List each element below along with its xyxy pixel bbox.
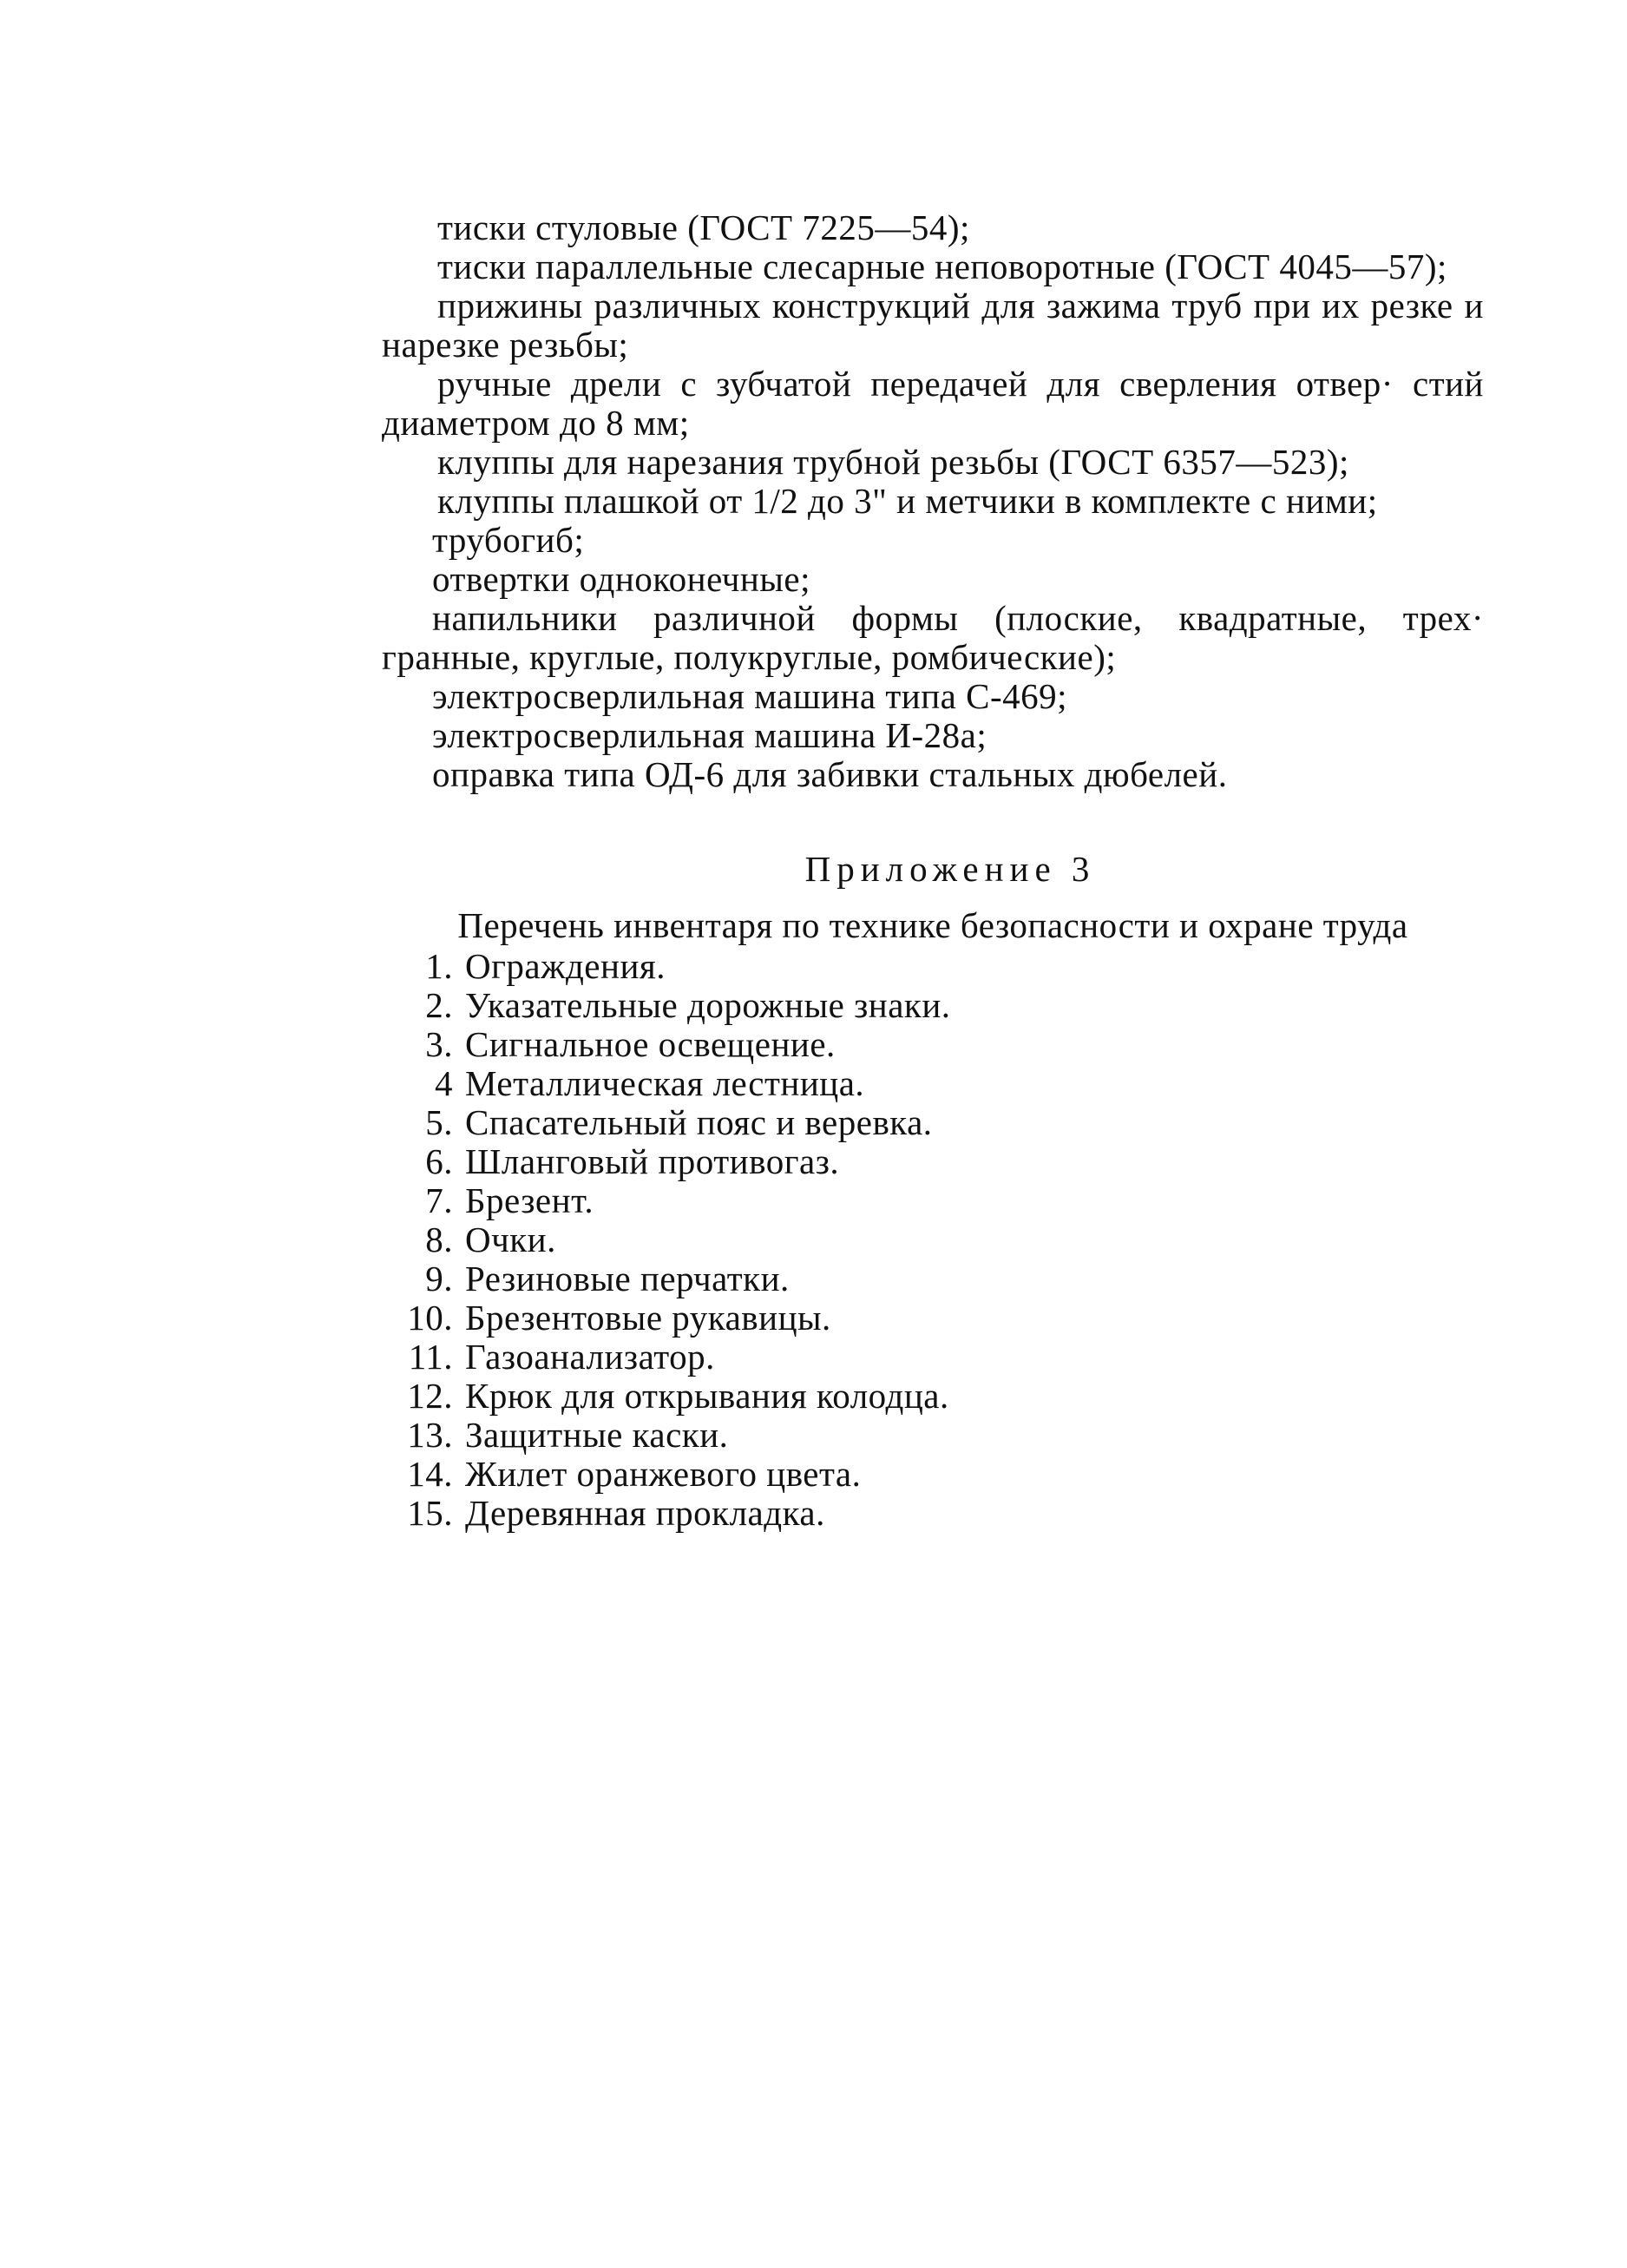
list-item [382, 1455, 1484, 1494]
list-item [382, 986, 1484, 1025]
item-text: Деревянная прокладка. [465, 1493, 825, 1533]
tools-list-item: тиски стуловые (ГОСТ 7225—54); [437, 207, 970, 247]
list-item [382, 1142, 1484, 1181]
item-text: Газоанализатор. [465, 1337, 715, 1377]
tools-list-item: отвертки одноконечные; [432, 559, 810, 599]
item-number: 4 [435, 1063, 453, 1103]
item-number: 7. [425, 1180, 453, 1220]
item-text: Брезент. [465, 1180, 594, 1220]
safety-inventory-list [382, 947, 1484, 1533]
document-page [382, 208, 1484, 1533]
item-text: Защитные каски. [465, 1415, 729, 1455]
item-text: Резиновые перчатки. [465, 1259, 790, 1298]
tools-list-item: тиски параллельные слесарные неповоротные (ГОСТ 4045—57); [437, 247, 1447, 286]
item-text: Очки. [465, 1219, 556, 1259]
tools-list-item: клуппы для нарезания трубной резьбы (ГОСТ 6357—523); [437, 442, 1349, 482]
item-text: Металлическая лестница. [465, 1063, 865, 1103]
item-text: Крюк для открывания колодца. [465, 1376, 949, 1416]
tools-list-item: трубогиб; [432, 520, 585, 560]
item-text: Шланговый противогаз. [465, 1141, 840, 1181]
item-number: 9. [425, 1259, 453, 1298]
list-item [382, 1103, 1484, 1142]
item-number: 15. [407, 1493, 453, 1533]
item-number: 8. [425, 1219, 453, 1259]
list-item [382, 1064, 1484, 1103]
tools-list-item: напильники различной формы (плоские, квадратные, трех· гранные, круглые, полукруглые, ромбические); [382, 598, 1484, 677]
list-item [382, 947, 1484, 986]
appendix-title: Приложение 3 [804, 849, 1096, 889]
item-number: 13. [407, 1415, 453, 1455]
tools-list-item: электросверлильная машина И-28а; [432, 715, 987, 755]
list-item [382, 1338, 1484, 1377]
tools-list-item: оправка типа ОД-6 для забивки стальных дюбелей. [432, 754, 1228, 794]
tools-list-item: электросверлильная машина типа С-469; [432, 676, 1068, 716]
list-item [382, 1025, 1484, 1064]
item-number: 12. [407, 1376, 453, 1416]
item-text: Сигнальное освещение. [465, 1024, 836, 1064]
tools-list [382, 208, 1484, 794]
appendix-subtitle: Перечень инвентаря по технике безопасности и охране труда [457, 905, 1408, 945]
item-number: 10. [407, 1298, 453, 1338]
item-number: 2. [425, 985, 453, 1025]
item-number: 14. [407, 1454, 453, 1494]
tools-list-item: прижины различных конструкций для зажима труб при их резке и нарезке резьбы; [382, 286, 1484, 365]
tools-list-item: ручные дрели с зубчатой передачей для сверления отвер· стий диаметром до 8 мм; [382, 364, 1484, 443]
item-number: 11. [408, 1337, 453, 1377]
item-text: Указательные дорожные знаки. [465, 985, 951, 1025]
item-text: Ограждения. [465, 946, 666, 986]
list-item [382, 1494, 1484, 1533]
list-item [382, 1181, 1484, 1220]
list-item [382, 1377, 1484, 1416]
item-number: 3. [425, 1024, 453, 1064]
list-item [382, 1298, 1484, 1338]
item-text: Брезентовые рукавицы. [465, 1298, 831, 1338]
list-item [382, 1416, 1484, 1455]
item-text: Спасательный пояс и веревка. [465, 1102, 933, 1142]
list-item [382, 1220, 1484, 1259]
item-number: 1. [425, 946, 453, 986]
item-number: 5. [425, 1102, 453, 1142]
tools-list-item: клуппы плашкой от 1/2 до 3" и метчики в комплекте с ними; [437, 481, 1378, 521]
item-text: Жилет оранжевого цвета. [465, 1454, 862, 1494]
list-item [382, 1259, 1484, 1298]
item-number: 6. [425, 1141, 453, 1181]
